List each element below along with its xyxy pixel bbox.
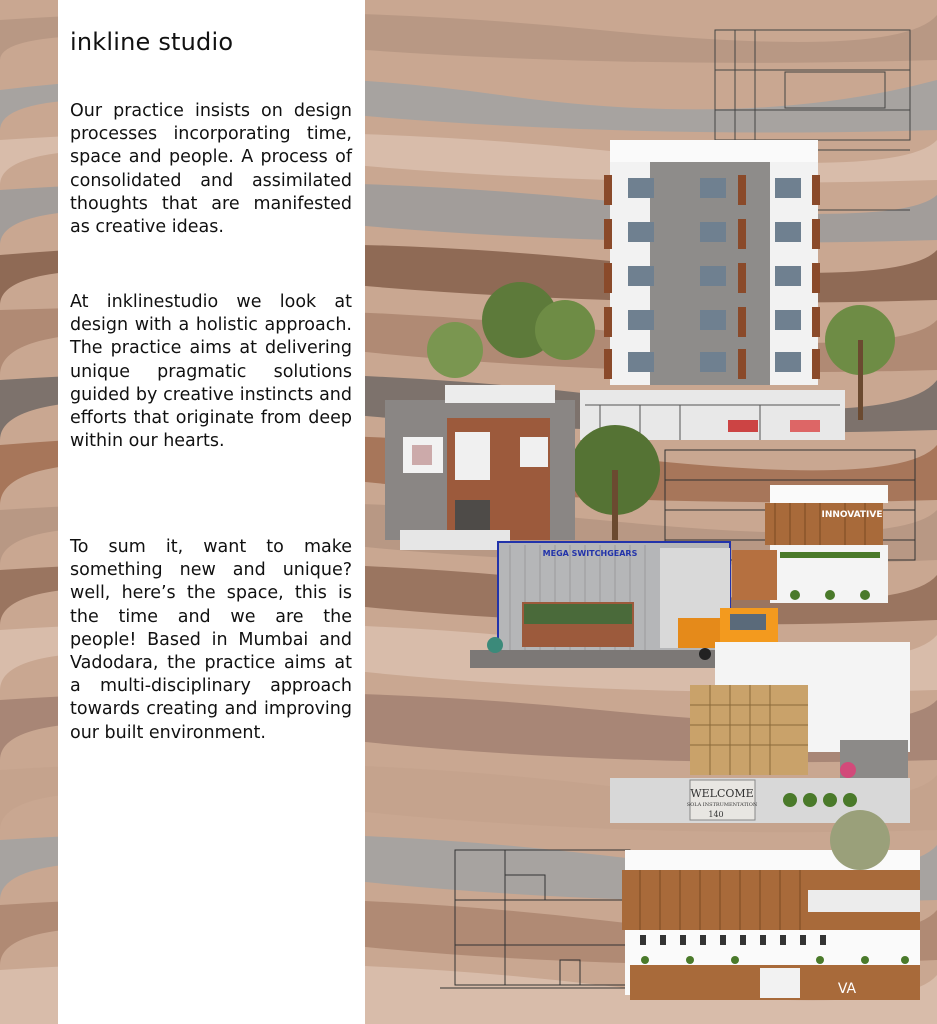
wooden-facade-building bbox=[622, 810, 920, 1000]
va-logo: VA bbox=[837, 981, 857, 997]
welcome-subtitle: SOLA INSTRUMENTATION bbox=[686, 802, 758, 808]
brick-house bbox=[385, 385, 575, 550]
mega-switchgears-building bbox=[470, 542, 740, 668]
building-number: 140 bbox=[708, 810, 724, 819]
welcome-building bbox=[610, 642, 910, 823]
apartment-tower bbox=[580, 140, 845, 440]
innovative-building bbox=[732, 485, 888, 603]
mega-switchgears-sign: MEGA SWITCHGEARS bbox=[542, 549, 638, 558]
section-drawing-bottom bbox=[440, 850, 640, 988]
studio-name: inkline studio bbox=[70, 28, 234, 56]
intro-paragraph: Our practice insists on design processes incorporating time, space and people. A process of consolidated and assimilated thoughts that are manifested as creative ideas. bbox=[70, 101, 352, 238]
architecture-collage bbox=[365, 0, 937, 1024]
approach-paragraph: At inklinestudio we look at design with a holistic approach. The practice aims at delivering unique pragmatic solutions guided by creative instincts and efforts that originate from deep within our hearts. bbox=[70, 292, 352, 452]
welcome-sign: WELCOME bbox=[690, 787, 754, 800]
innovative-sign: INNOVATIVE bbox=[821, 510, 883, 520]
summary-paragraph: To sum it, want to make something new and unique? well, here’s the space, this is the time and we are the people! Based in Mumbai and Vadodara, the practice aims at a multi-disciplinary approach towards creating and improving our built environment. bbox=[70, 537, 352, 743]
